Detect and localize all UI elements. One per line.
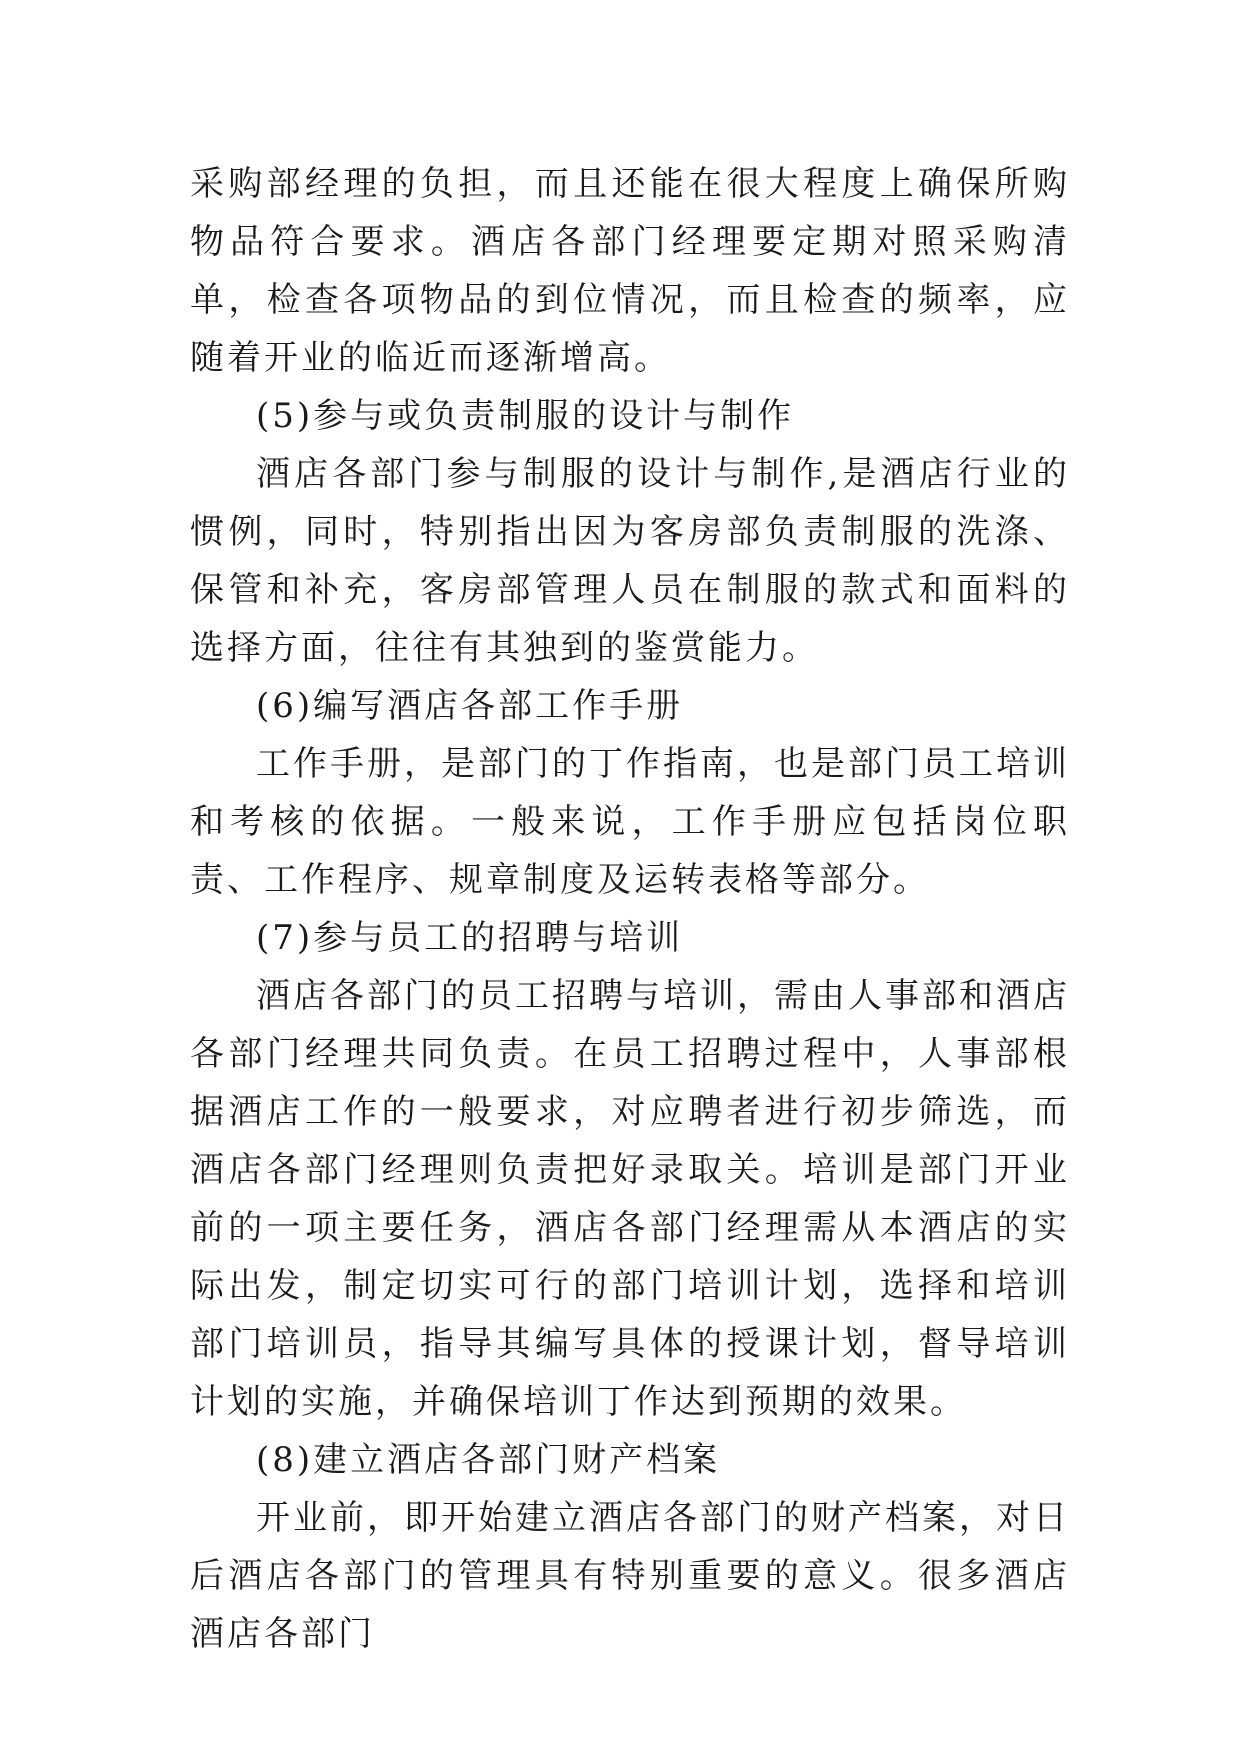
paragraph-continuation: 采购部经理的负担，而且还能在很大程度上确保所购物品符合要求。酒店各部门经理要定期对照采购清单，检查各项物品的到位情况，而且检查的频率，应随着开业的临近而逐渐增高。 bbox=[190, 164, 1070, 378]
section-heading-7: (7)参与员工的招聘与培训 bbox=[256, 918, 684, 958]
document-body bbox=[190, 155, 1070, 1663]
section-heading-6: (6)编写酒店各部工作手册 bbox=[256, 686, 684, 726]
paragraph-recruitment-training: 酒店各部门的员工招聘与培训，需由人事部和酒店各部门经理共同负责。在员工招聘过程中，人事部根据酒店工作的一般要求，对应聘者进行初步筛选，而酒店各部门经理则负责把好录取关。培训是部门开业前的一项主要任务，酒店各部门经理需从本酒店的实际出发，制定切实可行的部门培训计划，选择和培训部门培训员，指导其编写具体的授课计划，督导培训计划的实施，并确保培训丁作达到预期的效果。 bbox=[190, 976, 1070, 1422]
paragraph-uniform-design: 酒店各部门参与制服的设计与制作,是酒店行业的惯例，同时，特别指出因为客房部负责制服的洗涤、保管和补充，客房部管理人员在制服的款式和面料的选择方面，往往有其独到的鉴赏能力。 bbox=[190, 454, 1070, 668]
paragraph-work-manual: 工作手册，是部门的丁作指南，也是部门员工培训和考核的依据。一般来说，工作手册应包括岗位职责、工作程序、规章制度及运转表格等部分。 bbox=[190, 744, 1070, 900]
paragraph-property-records: 开业前，即开始建立酒店各部门的财产档案，对日后酒店各部门的管理具有特别重要的意义。很多酒店酒店各部门 bbox=[190, 1498, 1070, 1654]
section-heading-5: (5)参与或负责制服的设计与制作 bbox=[256, 396, 795, 436]
section-heading-8: (8)建立酒店各部门财产档案 bbox=[256, 1440, 721, 1480]
